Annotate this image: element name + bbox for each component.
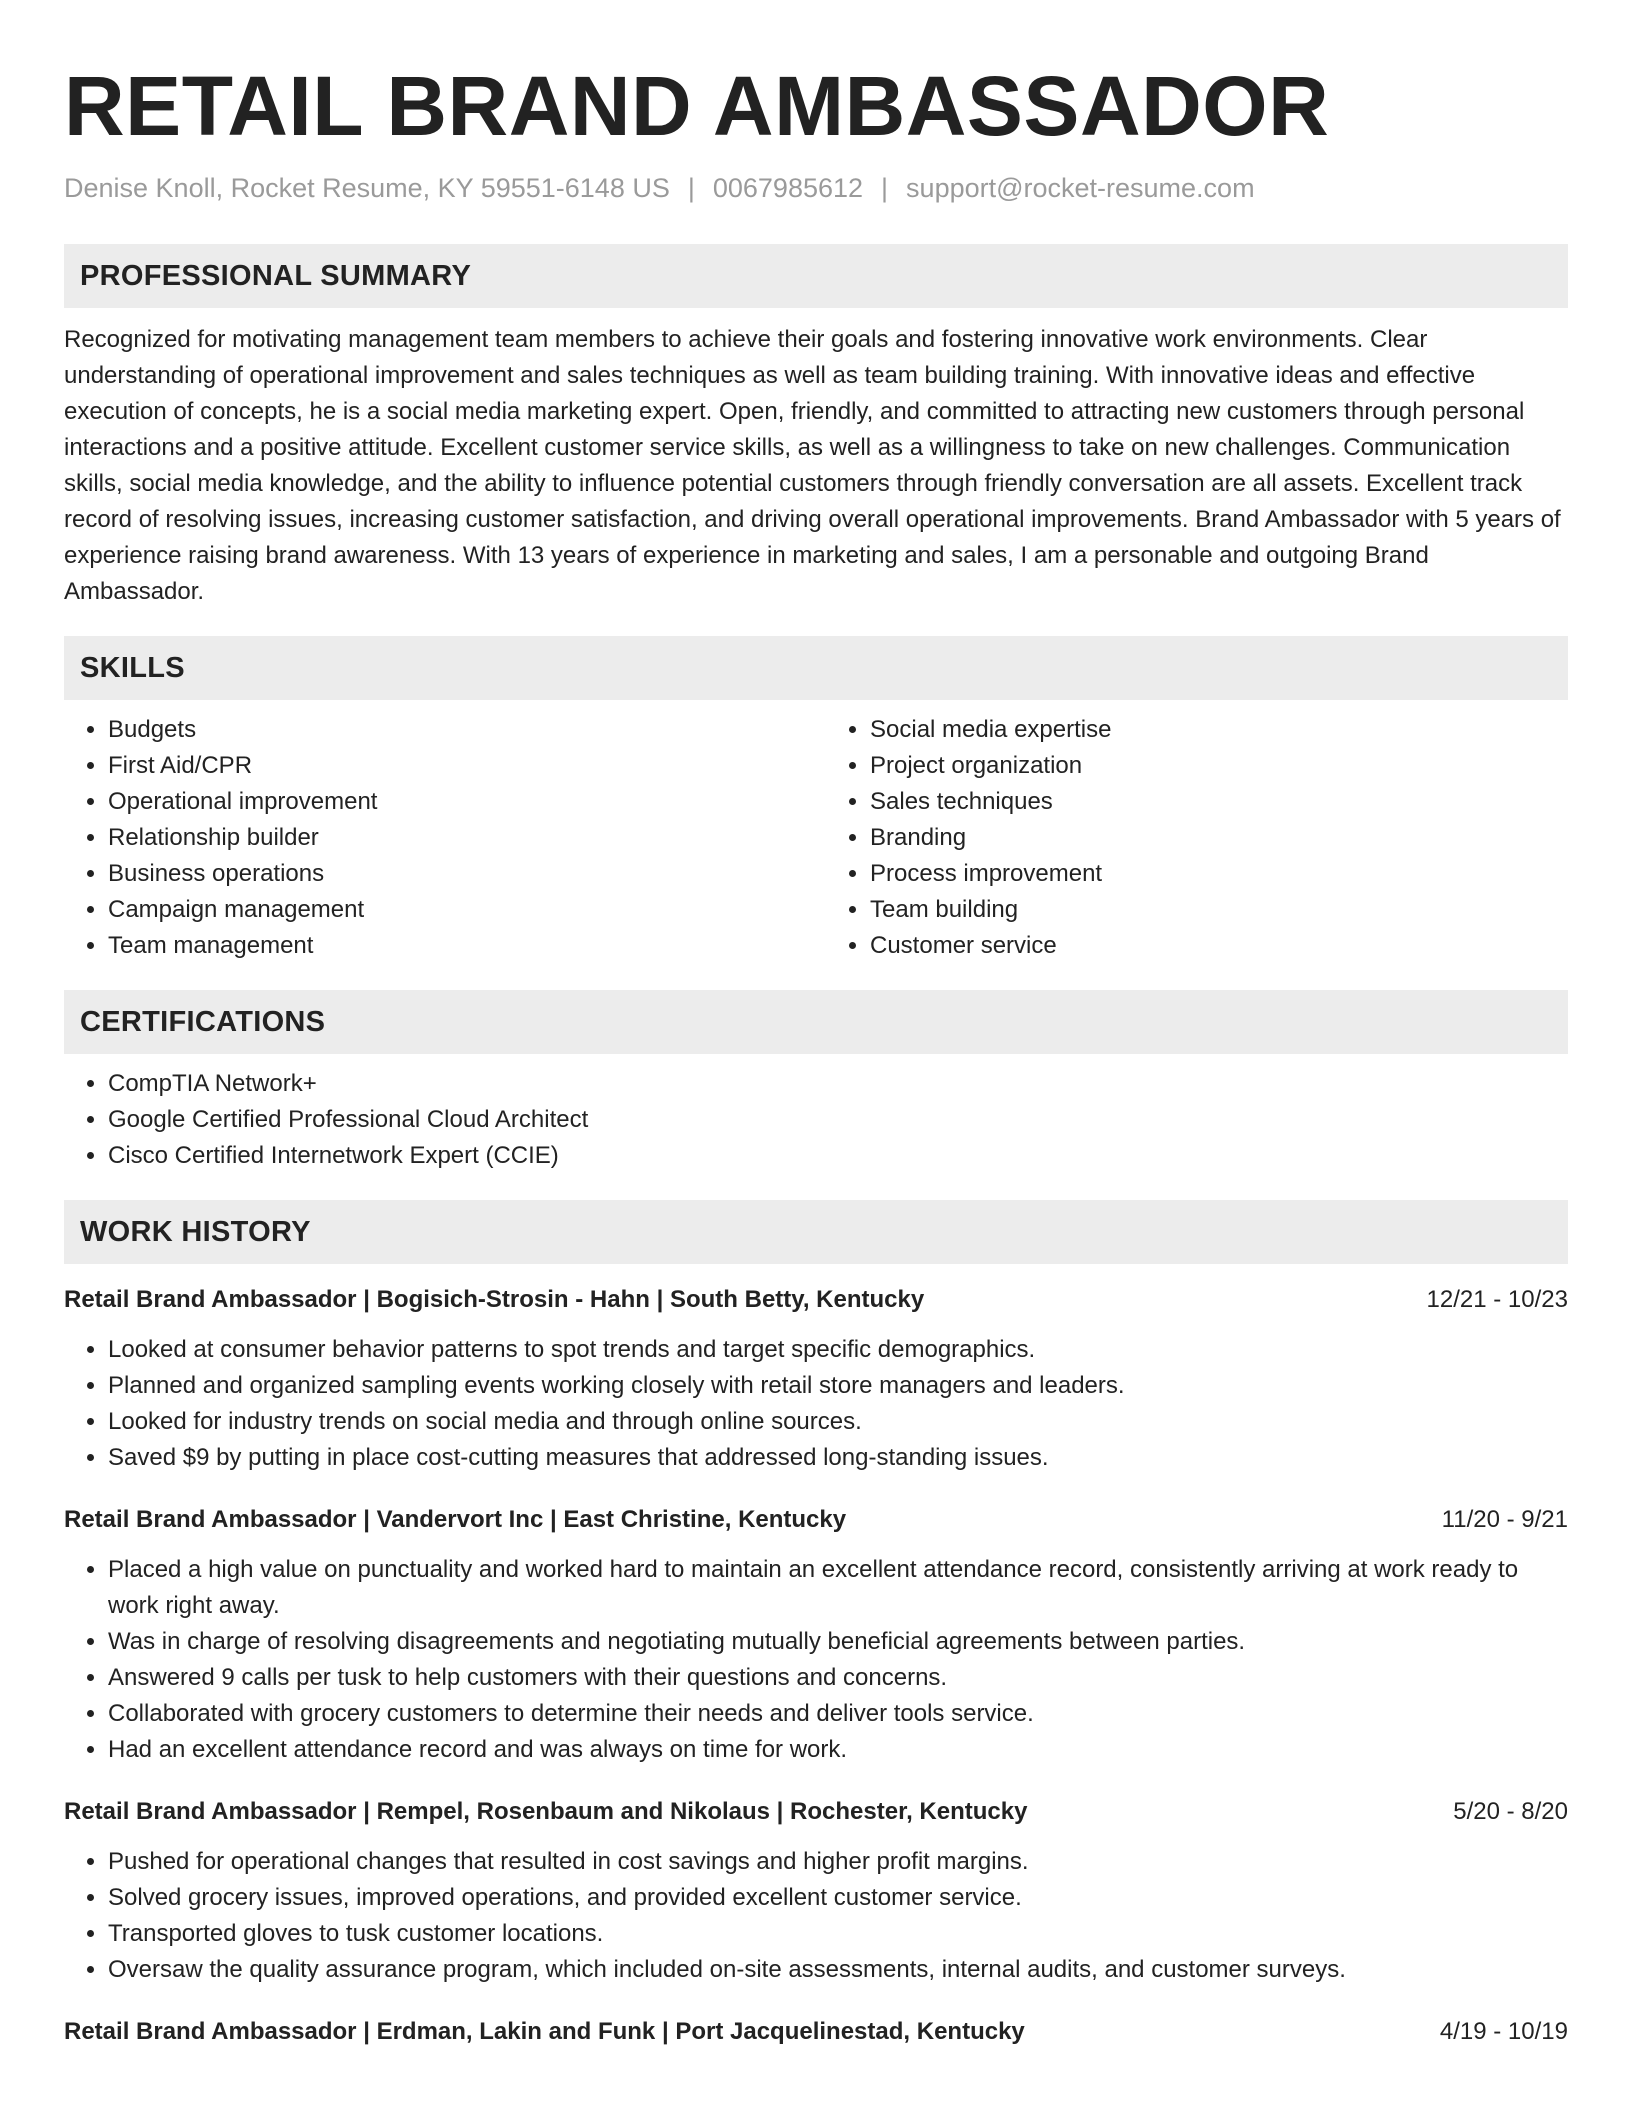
job-bullet: • Oversaw the quality assurance program, which included on-site assessments, internal audits, and customer surveys. [108, 1952, 1568, 1988]
contact-separator: | [687, 173, 695, 203]
job-bullet: • Collaborated with grocery customers to determine their needs and deliver tools service. [108, 1696, 1568, 1732]
job-bullet: • Looked for industry trends on social media and through online sources. [108, 1404, 1568, 1440]
skill-item: • Operational improvement [108, 784, 806, 820]
certifications-list [64, 1066, 1568, 1174]
skill-item: • Process improvement [870, 856, 1568, 892]
skill-item: • Social media expertise [870, 712, 1568, 748]
contact-line [64, 170, 1568, 206]
certification-item: • CompTIA Network+ [108, 1066, 1568, 1102]
summary-section-header: PROFESSIONAL SUMMARY [64, 244, 1568, 308]
skill-item: • Team building [870, 892, 1568, 928]
job-entry [64, 1282, 1568, 1476]
job-header [64, 1794, 1568, 1830]
job-title: Retail Brand Ambassador | Rempel, Rosenbaum and Nikolaus | Rochester, Kentucky [64, 1798, 1028, 1825]
work-history-section-header: WORK HISTORY [64, 1200, 1568, 1264]
job-bullet: • Transported gloves to tusk customer locations. [108, 1916, 1568, 1952]
resume-page [64, 0, 1568, 2050]
resume-name-heading: RETAIL BRAND AMBASSADOR [64, 59, 1330, 153]
job-header [64, 2014, 1568, 2050]
contact-separator: | [881, 173, 889, 203]
skills-list-right [826, 712, 1568, 964]
job-dates: 5/20 - 8/20 [1453, 1798, 1568, 1825]
skills-section-header: SKILLS [64, 636, 1568, 700]
skill-item: • Sales techniques [870, 784, 1568, 820]
job-bullet: • Saved $9 by putting in place cost-cutting measures that addressed long-standing issues. [108, 1440, 1568, 1476]
contact-email[interactable]: support@rocket-resume.com [906, 173, 1255, 203]
job-bullet: • Solved grocery issues, improved operations, and provided excellent customer service. [108, 1880, 1568, 1916]
job-dates: 12/21 - 10/23 [1426, 1286, 1568, 1313]
skill-item: • Relationship builder [108, 820, 806, 856]
job-dates: 4/19 - 10/19 [1439, 2018, 1568, 2045]
job-bullet: • Looked at consumer behavior patterns to spot trends and target specific demographics. [108, 1332, 1568, 1368]
certification-item: • Google Certified Professional Cloud Architect [108, 1102, 1568, 1138]
job-bullets [64, 1552, 1568, 1768]
job-entry [64, 1794, 1568, 1988]
skill-item: • Customer service [870, 928, 1568, 964]
contact-address: Denise Knoll, Rocket Resume, KY 59551-6148 US [64, 173, 670, 203]
summary-text: Recognized for motivating management team members to achieve their goals and fostering innovative work environments. Clear understanding of operational improvement and sales techniques as well as team building training. With innovative ideas and effective execution of concepts, he is a social media marketing expert. Open, friendly, and committed to attracting new customers through personal interactions and a positive attitude. Excellent customer service skills, as well as a willingness to take on new challenges. Communication skills, social media knowledge, and the ability to influence potential customers through friendly conversation are all assets. Excellent track record of resolving issues, increasing customer satisfaction, and driving overall operational improvements. Brand Ambassador with 5 years of experience raising brand awareness. With 13 years of experience in marketing and sales, I am a personable and outgoing Brand Ambassador. [64, 326, 1561, 605]
job-bullet: • Pushed for operational changes that resulted in cost savings and higher profit margins. [108, 1844, 1568, 1880]
certification-item: • Cisco Certified Internetwork Expert (CCIE) [108, 1138, 1568, 1174]
job-title: Retail Brand Ambassador | Erdman, Lakin and Funk | Port Jacquelinestad, Kentucky [64, 2018, 1025, 2045]
skill-item: • Campaign management [108, 892, 806, 928]
certifications-section-header: CERTIFICATIONS [64, 990, 1568, 1054]
contact-phone: 0067985612 [712, 173, 864, 203]
job-title: Retail Brand Ambassador | Bogisich-Strosin - Hahn | South Betty, Kentucky [64, 1286, 925, 1313]
job-bullets [64, 1332, 1568, 1476]
skill-item: • First Aid/CPR [108, 748, 806, 784]
skill-item: • Budgets [108, 712, 806, 748]
job-bullet: • Placed a high value on punctuality and worked hard to maintain an excellent attendance record, consistently arriving at work ready to work right away. [108, 1552, 1568, 1624]
job-dates: 11/20 - 9/21 [1441, 1506, 1568, 1533]
skill-item: • Project organization [870, 748, 1568, 784]
job-bullet: • Answered 9 calls per tusk to help customers with their questions and concerns. [108, 1660, 1568, 1696]
job-title: Retail Brand Ambassador | Vandervort Inc | East Christine, Kentucky [64, 1506, 847, 1533]
job-entry [64, 2014, 1568, 2050]
skills-grid [64, 712, 1568, 964]
job-bullet: • Was in charge of resolving disagreements and negotiating mutually beneficial agreements between parties. [108, 1624, 1568, 1660]
job-bullet: • Planned and organized sampling events working closely with retail store managers and leaders. [108, 1368, 1568, 1404]
job-entry [64, 1502, 1568, 1768]
skill-item: • Business operations [108, 856, 806, 892]
job-bullets [64, 1844, 1568, 1988]
skill-item: • Team management [108, 928, 806, 964]
job-header [64, 1282, 1568, 1318]
skill-item: • Branding [870, 820, 1568, 856]
job-bullet: • Had an excellent attendance record and was always on time for work. [108, 1732, 1568, 1768]
skills-list-left [64, 712, 806, 964]
job-header [64, 1502, 1568, 1538]
